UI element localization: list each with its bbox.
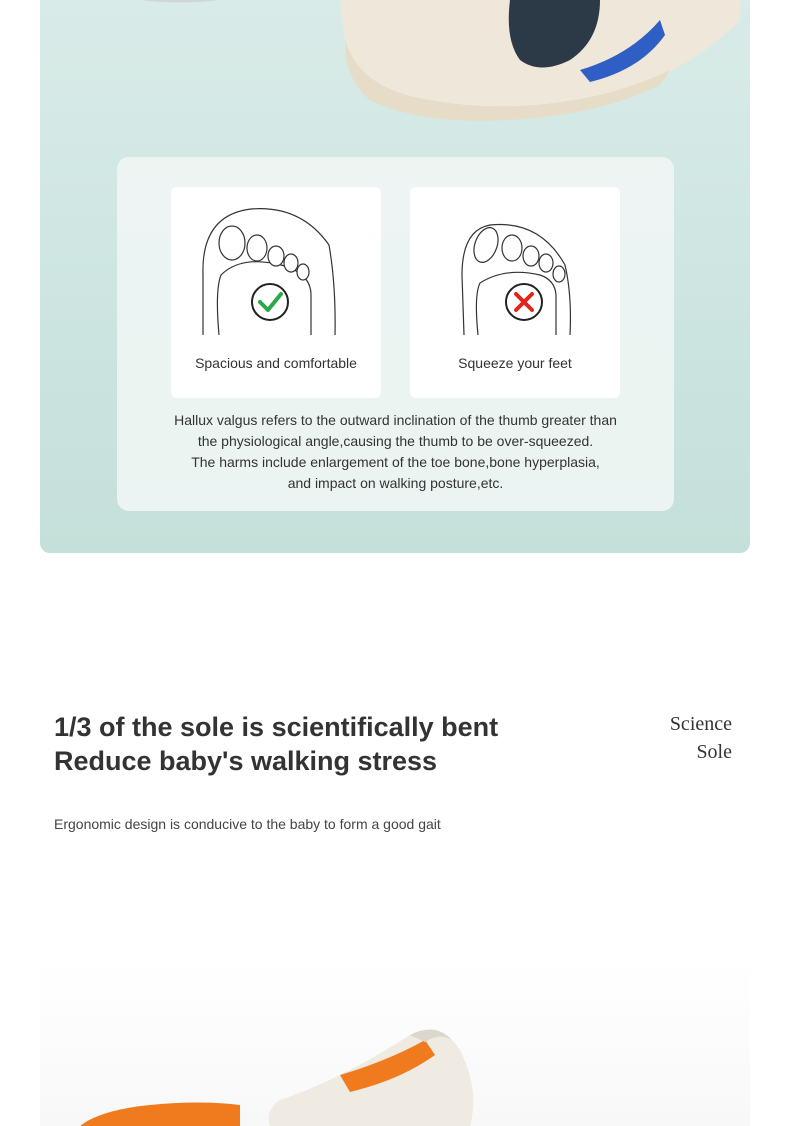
tag-line: Science: [669, 713, 732, 735]
description-line: and impact on walking posture,etc.: [287, 475, 504, 491]
good-footprint-box: [171, 187, 381, 398]
bad-footprint-label: Squeeze your feet: [458, 355, 572, 371]
headline-line: Reduce baby's walking stress: [54, 746, 438, 776]
description-line: Hallux valgus refers to the outward inclination of the thumb greater than: [174, 412, 617, 428]
product-hero-panel: [40, 0, 750, 553]
comparison-card: [117, 157, 674, 511]
sneaker-image-top: [40, 0, 750, 150]
squeezed-foot-icon: [410, 195, 620, 345]
good-footprint-label: Spacious and comfortable: [195, 355, 357, 371]
science-sole-tag: [670, 710, 732, 766]
feature-headline: [54, 710, 498, 778]
bad-footprint-box: [410, 187, 620, 398]
tag-line: Sole: [696, 741, 732, 763]
feature-subtext: Ergonomic design is conducive to the baby to form a good gait: [54, 816, 441, 832]
description-line: the physiological angle,causing the thumb to be over-squeezed.: [197, 433, 594, 449]
hallux-valgus-description: [117, 410, 674, 494]
headline-line: 1/3 of the sole is scientifically bent: [54, 712, 499, 742]
description-line: The harms include enlargement of the toe bone,bone hyperplasia,: [191, 454, 600, 470]
spacious-foot-icon: [171, 195, 381, 345]
sneaker-sole-illustration: [40, 960, 750, 1126]
sneaker-image-bottom: [40, 960, 750, 1126]
